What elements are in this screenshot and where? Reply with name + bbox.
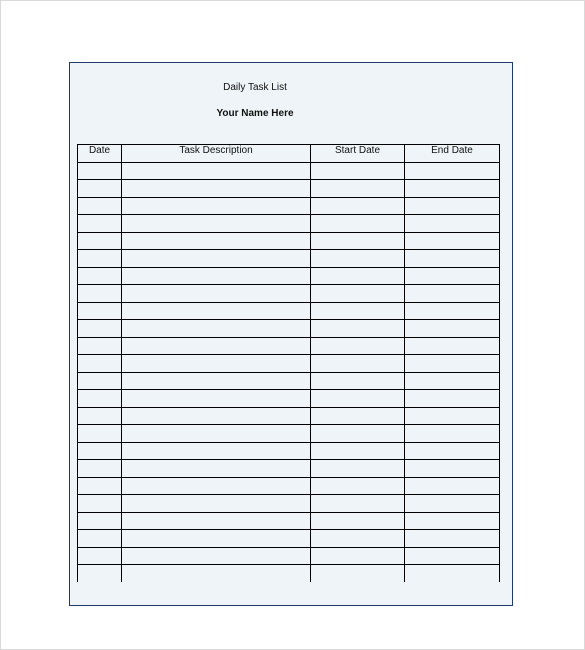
date-cell: [78, 337, 122, 355]
date-cell: [78, 477, 122, 495]
task-table: [77, 144, 500, 582]
start-date-cell: [311, 302, 405, 320]
start-date-cell: [311, 285, 405, 303]
task-description-cell: [122, 197, 311, 215]
end-date-cell: [405, 425, 500, 443]
table-row: [78, 250, 500, 268]
task-table-body: [78, 162, 500, 582]
date-cell: [78, 250, 122, 268]
table-row: [78, 477, 500, 495]
start-date-cell: [311, 267, 405, 285]
start-date-cell: [311, 390, 405, 408]
date-cell: [78, 162, 122, 180]
table-row: [78, 407, 500, 425]
date-cell: [78, 460, 122, 478]
start-date-cell: [311, 250, 405, 268]
task-description-cell: [122, 565, 311, 583]
date-cell: [78, 442, 122, 460]
task-description-cell: [122, 442, 311, 460]
task-description-cell: [122, 302, 311, 320]
document-title: Daily Task List: [223, 82, 287, 93]
table-row: [78, 285, 500, 303]
end-date-cell: [405, 337, 500, 355]
task-description-cell: [122, 547, 311, 565]
date-cell: [78, 390, 122, 408]
date-cell: [78, 302, 122, 320]
end-date-cell: [405, 512, 500, 530]
task-description-cell: [122, 355, 311, 373]
start-date-cell: [311, 425, 405, 443]
start-date-cell: [311, 197, 405, 215]
table-row: [78, 512, 500, 530]
date-cell: [78, 512, 122, 530]
start-date-cell: [311, 565, 405, 583]
task-description-cell: [122, 250, 311, 268]
end-date-cell: [405, 232, 500, 250]
table-row: [78, 302, 500, 320]
column-header-end-date: End Date: [405, 145, 500, 163]
end-date-cell: [405, 530, 500, 548]
date-cell: [78, 530, 122, 548]
table-row: [78, 495, 500, 513]
task-description-cell: [122, 337, 311, 355]
date-cell: [78, 407, 122, 425]
date-cell: [78, 425, 122, 443]
date-cell: [78, 180, 122, 198]
task-description-cell: [122, 390, 311, 408]
end-date-cell: [405, 355, 500, 373]
task-description-cell: [122, 180, 311, 198]
table-row: [78, 337, 500, 355]
date-cell: [78, 232, 122, 250]
table-row: [78, 162, 500, 180]
table-row: [78, 460, 500, 478]
date-cell: [78, 495, 122, 513]
name-field: Your Name Here: [216, 108, 294, 119]
end-date-cell: [405, 460, 500, 478]
table-row: [78, 547, 500, 565]
start-date-cell: [311, 460, 405, 478]
column-header-start-date: Start Date: [311, 145, 405, 163]
start-date-cell: [311, 442, 405, 460]
task-description-cell: [122, 285, 311, 303]
table-row: [78, 425, 500, 443]
column-header-task-description: Task Description: [122, 145, 311, 163]
start-date-cell: [311, 337, 405, 355]
end-date-cell: [405, 285, 500, 303]
start-date-cell: [311, 372, 405, 390]
start-date-cell: [311, 477, 405, 495]
task-description-cell: [122, 232, 311, 250]
start-date-cell: [311, 547, 405, 565]
end-date-cell: [405, 267, 500, 285]
end-date-cell: [405, 442, 500, 460]
end-date-cell: [405, 197, 500, 215]
task-description-cell: [122, 512, 311, 530]
start-date-cell: [311, 215, 405, 233]
table-row: [78, 355, 500, 373]
task-description-cell: [122, 215, 311, 233]
column-header-date: Date: [78, 145, 122, 163]
table-row: [78, 320, 500, 338]
table-row: [78, 180, 500, 198]
date-cell: [78, 565, 122, 583]
task-description-cell: [122, 477, 311, 495]
task-description-cell: [122, 320, 311, 338]
end-date-cell: [405, 302, 500, 320]
table-row: [78, 232, 500, 250]
task-description-cell: [122, 530, 311, 548]
end-date-cell: [405, 180, 500, 198]
start-date-cell: [311, 162, 405, 180]
task-description-cell: [122, 162, 311, 180]
task-description-cell: [122, 267, 311, 285]
task-description-cell: [122, 460, 311, 478]
table-row: [78, 372, 500, 390]
task-description-cell: [122, 372, 311, 390]
date-cell: [78, 267, 122, 285]
date-cell: [78, 215, 122, 233]
table-row: [78, 197, 500, 215]
start-date-cell: [311, 355, 405, 373]
end-date-cell: [405, 565, 500, 583]
start-date-cell: [311, 495, 405, 513]
end-date-cell: [405, 477, 500, 495]
date-cell: [78, 320, 122, 338]
task-list-sheet: [69, 62, 513, 606]
end-date-cell: [405, 547, 500, 565]
date-cell: [78, 547, 122, 565]
end-date-cell: [405, 162, 500, 180]
date-cell: [78, 197, 122, 215]
table-row: [78, 267, 500, 285]
date-cell: [78, 355, 122, 373]
start-date-cell: [311, 407, 405, 425]
start-date-cell: [311, 320, 405, 338]
end-date-cell: [405, 215, 500, 233]
table-row: [78, 442, 500, 460]
task-description-cell: [122, 425, 311, 443]
start-date-cell: [311, 512, 405, 530]
task-description-cell: [122, 495, 311, 513]
date-cell: [78, 285, 122, 303]
end-date-cell: [405, 250, 500, 268]
table-header-row: [78, 145, 500, 163]
table-row: [78, 215, 500, 233]
end-date-cell: [405, 372, 500, 390]
end-date-cell: [405, 320, 500, 338]
start-date-cell: [311, 232, 405, 250]
start-date-cell: [311, 530, 405, 548]
task-description-cell: [122, 407, 311, 425]
table-row: [78, 390, 500, 408]
end-date-cell: [405, 495, 500, 513]
end-date-cell: [405, 390, 500, 408]
table-row: [78, 530, 500, 548]
end-date-cell: [405, 407, 500, 425]
start-date-cell: [311, 180, 405, 198]
table-row: [78, 565, 500, 583]
date-cell: [78, 372, 122, 390]
